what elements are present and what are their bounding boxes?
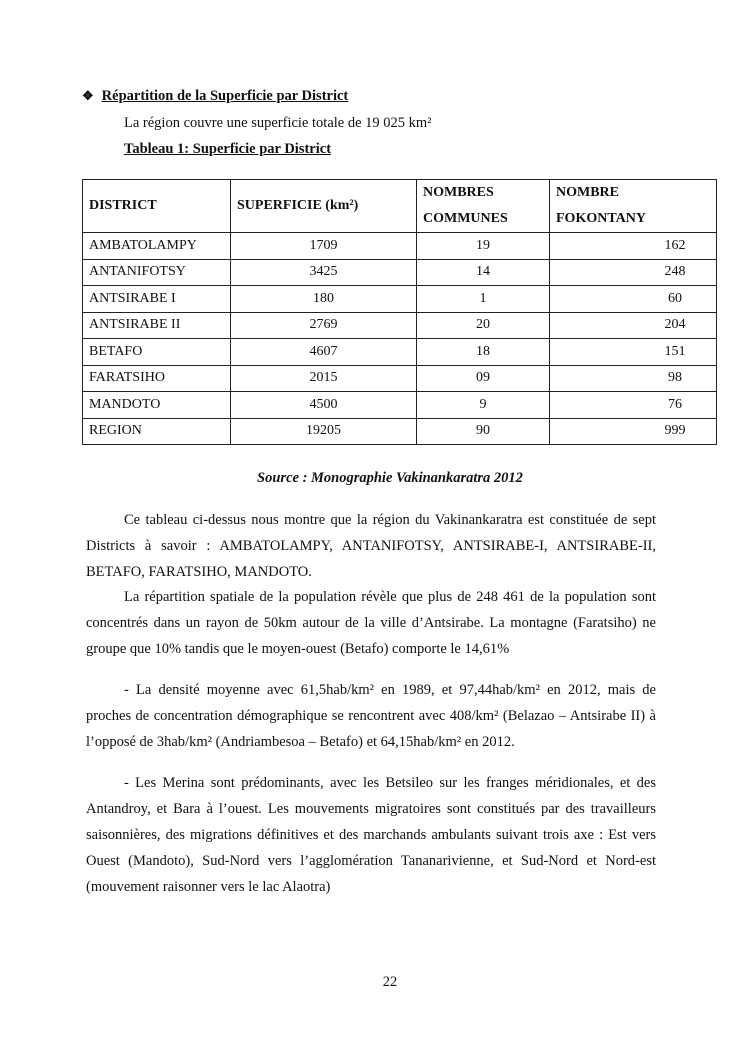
cell-district: AMBATOLAMPY	[83, 233, 231, 260]
header-district: DISTRICT	[83, 180, 231, 233]
cell-fokontany: 151	[550, 339, 717, 366]
diamond-bullet-icon: ❖	[82, 88, 94, 103]
table-row	[83, 392, 717, 419]
cell-communes: 20	[417, 312, 550, 339]
district-table	[82, 179, 717, 445]
table-row	[83, 259, 717, 286]
cell-superficie: 4607	[231, 339, 417, 366]
table-row	[83, 286, 717, 313]
cell-district: ANTANIFOTSY	[83, 259, 231, 286]
paragraph: La répartition spatiale de la population révèle que plus de 248 461 de la population sont concentrés dans un rayon de 50km autour de la ville d’Antsirabe. La montagne (Faratsiho) ne groupe que 10% tandis que le moyen-ouest (Betafo) comporte le 14,61%	[86, 589, 656, 657]
cell-communes: 90	[417, 418, 550, 445]
page-number: 22	[382, 974, 398, 990]
cell-communes: 1	[417, 286, 550, 313]
cell-fokontany: 162	[550, 233, 717, 260]
table-row	[83, 233, 717, 260]
cell-communes: 09	[417, 365, 550, 392]
header-superficie: SUPERFICIE (km²)	[231, 180, 417, 233]
cell-communes: 9	[417, 392, 550, 419]
cell-superficie: 3425	[231, 259, 417, 286]
table-caption: Tableau 1: Superficie par District	[124, 141, 332, 157]
table-row	[83, 339, 717, 366]
cell-fokontany: 248	[550, 259, 717, 286]
cell-district: REGION	[83, 418, 231, 445]
cell-communes: 14	[417, 259, 550, 286]
cell-fokontany: 98	[550, 365, 717, 392]
cell-superficie: 1709	[231, 233, 417, 260]
cell-fokontany: 76	[550, 392, 717, 419]
cell-communes: 18	[417, 339, 550, 366]
paragraph: - La densité moyenne avec 61,5hab/km² en 1989, et 97,44hab/km² en 2012, mais de proches de concentration démographique se rencontrent avec 408/km² (Belazao – Antsirabe II) à l’opposé de 3hab/km² (Andriambesoa – Betafo) et 64,15hab/km² en 2012.	[86, 682, 656, 750]
table-source: Source : Monographie Vakinankaratra 2012	[257, 470, 523, 486]
section-title: ❖ Répartition de la Superficie par District	[82, 88, 349, 104]
cell-district: MANDOTO	[83, 392, 231, 419]
intro-text: La région couvre une superficie totale de 19 025 km²	[124, 115, 432, 131]
cell-district: FARATSIHO	[83, 365, 231, 392]
cell-superficie: 19205	[231, 418, 417, 445]
cell-fokontany: 204	[550, 312, 717, 339]
header-communes: NOMBRES COMMUNES	[417, 180, 550, 233]
cell-district: BETAFO	[83, 339, 231, 366]
cell-superficie: 2015	[231, 365, 417, 392]
paragraph: Ce tableau ci-dessus nous montre que la région du Vakinankaratra est constituée de sept Districts à savoir : AMBATOLAMPY, ANTANIFOTSY, ANTSIRABE-I, ANTSIRABE-II, BETAFO, FARATSIHO, MANDOTO.	[86, 512, 656, 580]
table-header-row	[83, 180, 717, 233]
table-row	[83, 365, 717, 392]
cell-superficie: 2769	[231, 312, 417, 339]
cell-superficie: 180	[231, 286, 417, 313]
cell-fokontany: 999	[550, 418, 717, 445]
cell-communes: 19	[417, 233, 550, 260]
paragraph: - Les Merina sont prédominants, avec les Betsileo sur les franges méridionales, et des Antandroy, et Bara à l’ouest. Les mouvements migratoires sont constitués par des travailleurs saisonnières, des migrations définitives et des marchands ambulants suivant trois axe : Est vers Ouest (Mandoto), Sud-Nord vers l’agglomération Tananarivienne, et Sud-Nord et Nord-est (mouvement raisonner vers le lac Alaotra)	[86, 775, 656, 895]
table-row	[83, 418, 717, 445]
cell-district: ANTSIRABE I	[83, 286, 231, 313]
cell-superficie: 4500	[231, 392, 417, 419]
table-row	[83, 312, 717, 339]
header-fokontany: NOMBRE FOKONTANY	[550, 180, 717, 233]
cell-fokontany: 60	[550, 286, 717, 313]
cell-district: ANTSIRABE II	[83, 312, 231, 339]
